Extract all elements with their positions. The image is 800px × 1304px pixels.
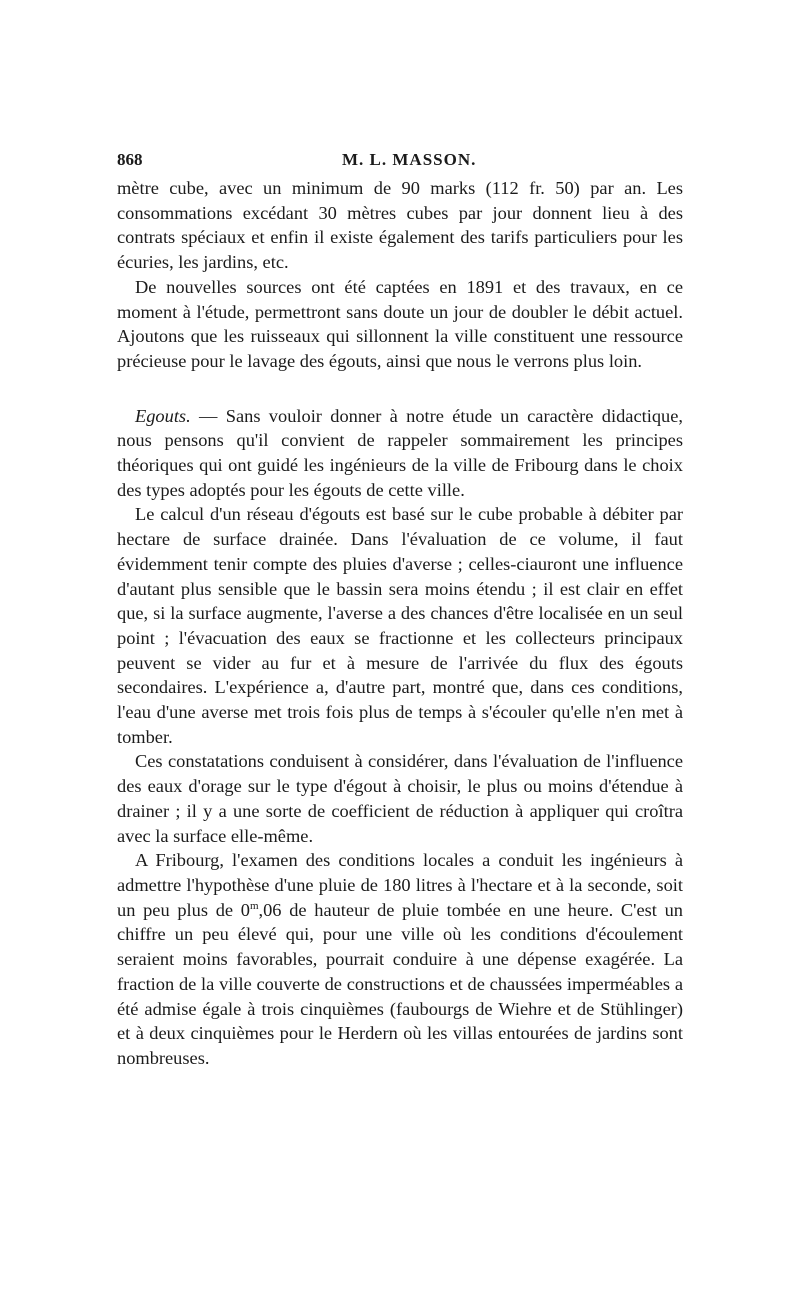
- rain-text-after: ,06 de hauteur de pluie tombée en une heure. C'est un chiffre un peu élevé qui, pour une ville où les conditions d'écoulement seraient moins favorables, pourrait conduire à une dépense exagérée. La fraction de la ville couverte de constructions et de chaussées imperméables a été admise égale à trois cinquièmes (faubourgs de Wiehre et de Stühlinger) et à deux cinquièmes pour le Herdern où les villas entourées de jardins sont nombreuses.: [117, 899, 683, 1068]
- section-spacer: [117, 374, 683, 404]
- running-head: [117, 150, 683, 176]
- paragraph-water-tariffs: mètre cube, avec un minimum de 90 marks (112 fr. 50) par an. Les consommations excédant 30 mètres cubes par jour donnent lieu à des contrats spéciaux et enfin il existe également des tarifs particuliers pour les écuries, les jardins, etc.: [117, 178, 683, 273]
- section-title-egouts: Egouts.: [135, 405, 191, 426]
- paragraph-egouts-intro: [117, 404, 683, 503]
- running-title: M. L. MASSON.: [342, 150, 477, 169]
- body-text: [117, 176, 683, 1071]
- rain-text-before: A Fribourg, l'examen des conditions locales a conduit les ingénieurs à admettre l'hypothèse d'une pluie de 180 litres à l'hectare et à la seconde, soit un peu plus de 0: [117, 850, 683, 920]
- book-page: [117, 150, 683, 1071]
- paragraph-fribourg-rain: [117, 848, 683, 1070]
- unit-superscript: m: [249, 899, 259, 912]
- page-number: 868: [117, 150, 143, 169]
- paragraph-network-calculation: Le calcul d'un réseau d'égouts est basé sur le cube probable à débiter par hectare de surface drainée. Dans l'évaluation de ce volume, il faut évidemment tenir compte des pluies d'averse ; celles-ciauront une influence d'autant plus sensible que le bassin sera moins étendu ; il est clair en effet que, si la surface augmente, l'averse a des chances d'être localisée en un seul point ; l'évacuation des eaux se fractionne et les collecteurs principaux peuvent se vider au fur et à mesure de l'arrivée du flux des égouts secondaires. L'expérience a, d'autre part, montré que, dans ces conditions, l'eau d'une averse met trois fois plus de temps à s'écouler qu'elle n'en met à tomber.: [117, 504, 683, 747]
- paragraph-new-sources: De nouvelles sources ont été captées en 1891 et des travaux, en ce moment à l'étude, permettront sans doute un jour de doubler le débit actuel. Ajoutons que les ruisseaux qui sillonnent la ville constituent une ressource précieuse pour le lavage des égouts, ainsi que nous le verrons plus loin.: [117, 276, 683, 371]
- egouts-intro-text: — Sans vouloir donner à notre étude un caractère didactique, nous pensons qu'il convient de rappeler sommairement les principes théoriques qui ont guidé les ingénieurs de la ville de Fribourg dans le choix des types adoptés pour les égouts de cette ville.: [117, 405, 683, 500]
- paragraph-storm-influence: Ces constatations conduisent à considérer, dans l'évaluation de l'influence des eaux d'orage sur le type d'égout à choisir, le plus ou moins d'étendue à drainer ; il y a une sorte de coefficient de réduction à appliquer qui croîtra avec la surface elle-même.: [117, 751, 683, 846]
